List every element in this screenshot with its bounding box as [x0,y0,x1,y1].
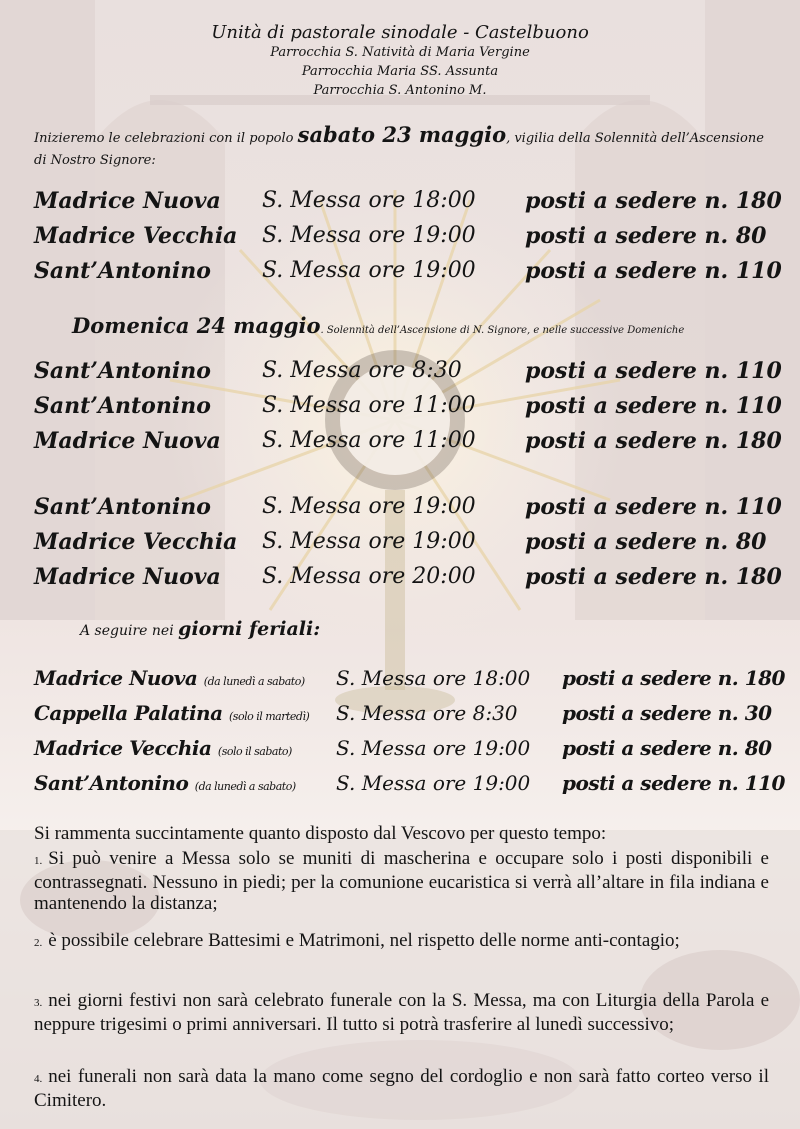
rule-text: è possibile celebrare Battesimi e Matrimoni, nel rispetto delle norme anti-contagio; [48,930,680,951]
rule-item [34,1066,769,1111]
weekdays-heading-text: A seguire nei [80,623,179,639]
unit-title: Unità di pastorale sinodale - Castelbuono [211,22,589,43]
church-name: Madrice Vecchia [34,529,238,555]
mass-time: S. Messa ore 18:00 [262,188,476,213]
rule-number: 1. [34,855,43,867]
schedule-row [0,223,800,257]
rule-item [34,990,769,1035]
rule-number: 3. [34,997,43,1009]
church-label: Madrice Vecchia [34,736,212,760]
church-label: Madrice Nuova [34,666,198,690]
weekday-detail: (da lunedì a sabato) [194,780,296,793]
weekday-row [0,736,800,770]
schedule-row [0,188,800,222]
church-name [34,666,305,690]
weekday-row [0,666,800,700]
weekday-row [0,771,800,805]
mass-time: S. Messa ore 11:00 [262,393,476,418]
seat-count: posti a sedere n. 30 [562,701,772,725]
schedule-row [0,529,800,563]
parish-name: Parrocchia S. Natività di Maria Vergine [270,45,530,60]
church-name: Madrice Vecchia [34,223,238,249]
church-name: Madrice Nuova [34,428,221,454]
weekdays-heading [80,618,320,640]
church-name: Madrice Nuova [34,564,221,590]
mass-time: S. Messa ore 19:00 [262,258,476,283]
mass-time: S. Messa ore 8:30 [336,701,518,725]
schedule-row [0,393,800,427]
rule-number: 4. [34,1073,43,1085]
seat-count: posti a sedere n. 180 [525,564,782,590]
sunday-note: . Solennità dell’Ascensione di N. Signore, e nelle successive Domeniche [320,325,685,336]
seat-count: posti a sedere n. 180 [525,188,782,214]
mass-time: S. Messa ore 19:00 [262,529,476,554]
intro-date: sabato 23 maggio [297,122,507,147]
mass-time: S. Messa ore 8:30 [262,358,462,383]
mass-time: S. Messa ore 19:00 [262,494,476,519]
seat-count: posti a sedere n. 80 [525,529,767,555]
weekdays-heading-bold: giorni feriali [178,618,314,640]
parish-name: Parrocchia Maria SS. Assunta [301,64,499,79]
schedule-row [0,564,800,598]
rule-text: nei funerali non sarà data la mano come segno del cordoglio e non sarà fatto corteo verso il Cimitero. [34,1066,769,1111]
church-name [34,701,309,725]
schedule-row [0,494,800,528]
seat-count: posti a sedere n. 80 [562,736,772,760]
rule-number: 2. [34,937,43,949]
schedule-row [0,428,800,462]
intro-text: , vigilia della Solennità dell’Ascensione di Nostro Signore: [34,131,764,168]
seat-count: posti a sedere n. 180 [525,428,782,454]
mass-time: S. Messa ore 19:00 [262,223,476,248]
seat-count: posti a sedere n. 110 [525,258,782,284]
schedule-row [0,258,800,292]
church-name: Sant’Antonino [34,494,211,520]
mass-time: S. Messa ore 19:00 [336,736,531,760]
mass-time: S. Messa ore 18:00 [336,666,531,690]
church-name: Sant’Antonino [34,258,211,284]
intro-text: Inizieremo le celebrazioni con il popolo [34,131,298,146]
intro-paragraph [34,124,764,172]
church-name: Sant’Antonino [34,393,211,419]
church-name [34,736,292,760]
seat-count: posti a sedere n. 80 [525,223,767,249]
church-name: Sant’Antonino [34,358,211,384]
church-name: Madrice Nuova [34,188,221,214]
seat-count: posti a sedere n. 110 [562,771,785,795]
mass-time: S. Messa ore 20:00 [262,564,476,589]
seat-count: posti a sedere n. 110 [525,393,782,419]
seat-count: posti a sedere n. 110 [525,358,782,384]
church-name [34,771,296,795]
weekday-detail: (solo il martedì) [229,710,310,723]
bishop-reminder: Si rammenta succintamente quanto disposto dal Vescovo per questo tempo: [34,823,607,844]
weekdays-heading-colon: : [313,618,321,640]
rule-text: nei giorni festivi non sarà celebrato funerale con la S. Messa, ma con Liturgia della Parola e neppure trigesimi o primi anniversari. Il tutto si potrà trasferire al lunedì successivo; [34,990,769,1035]
rule-item [34,848,769,914]
church-label: Sant’Antonino [34,771,189,795]
sunday-date: Domenica 24 maggio [72,313,321,338]
parish-name: Parrocchia S. Antonino M. [313,83,487,98]
rule-text: Si può venire a Messa solo se muniti di mascherina e occupare solo i posti disponibili e contrassegnati. Nessuno in piedi; per la comunione eucaristica si verrà all’altare in fila indiana e mantenendo la distanza; [34,848,769,914]
sunday-heading [72,313,684,338]
schedule-row [0,358,800,392]
weekday-row [0,701,800,735]
mass-time: S. Messa ore 19:00 [336,771,531,795]
weekday-detail: (solo il sabato) [217,745,292,758]
seat-count: posti a sedere n. 180 [562,666,785,690]
church-label: Cappella Palatina [34,701,223,725]
weekday-detail: (da lunedì a sabato) [203,675,305,688]
rule-item [34,930,769,954]
mass-time: S. Messa ore 11:00 [262,428,476,453]
seat-count: posti a sedere n. 110 [525,494,782,520]
